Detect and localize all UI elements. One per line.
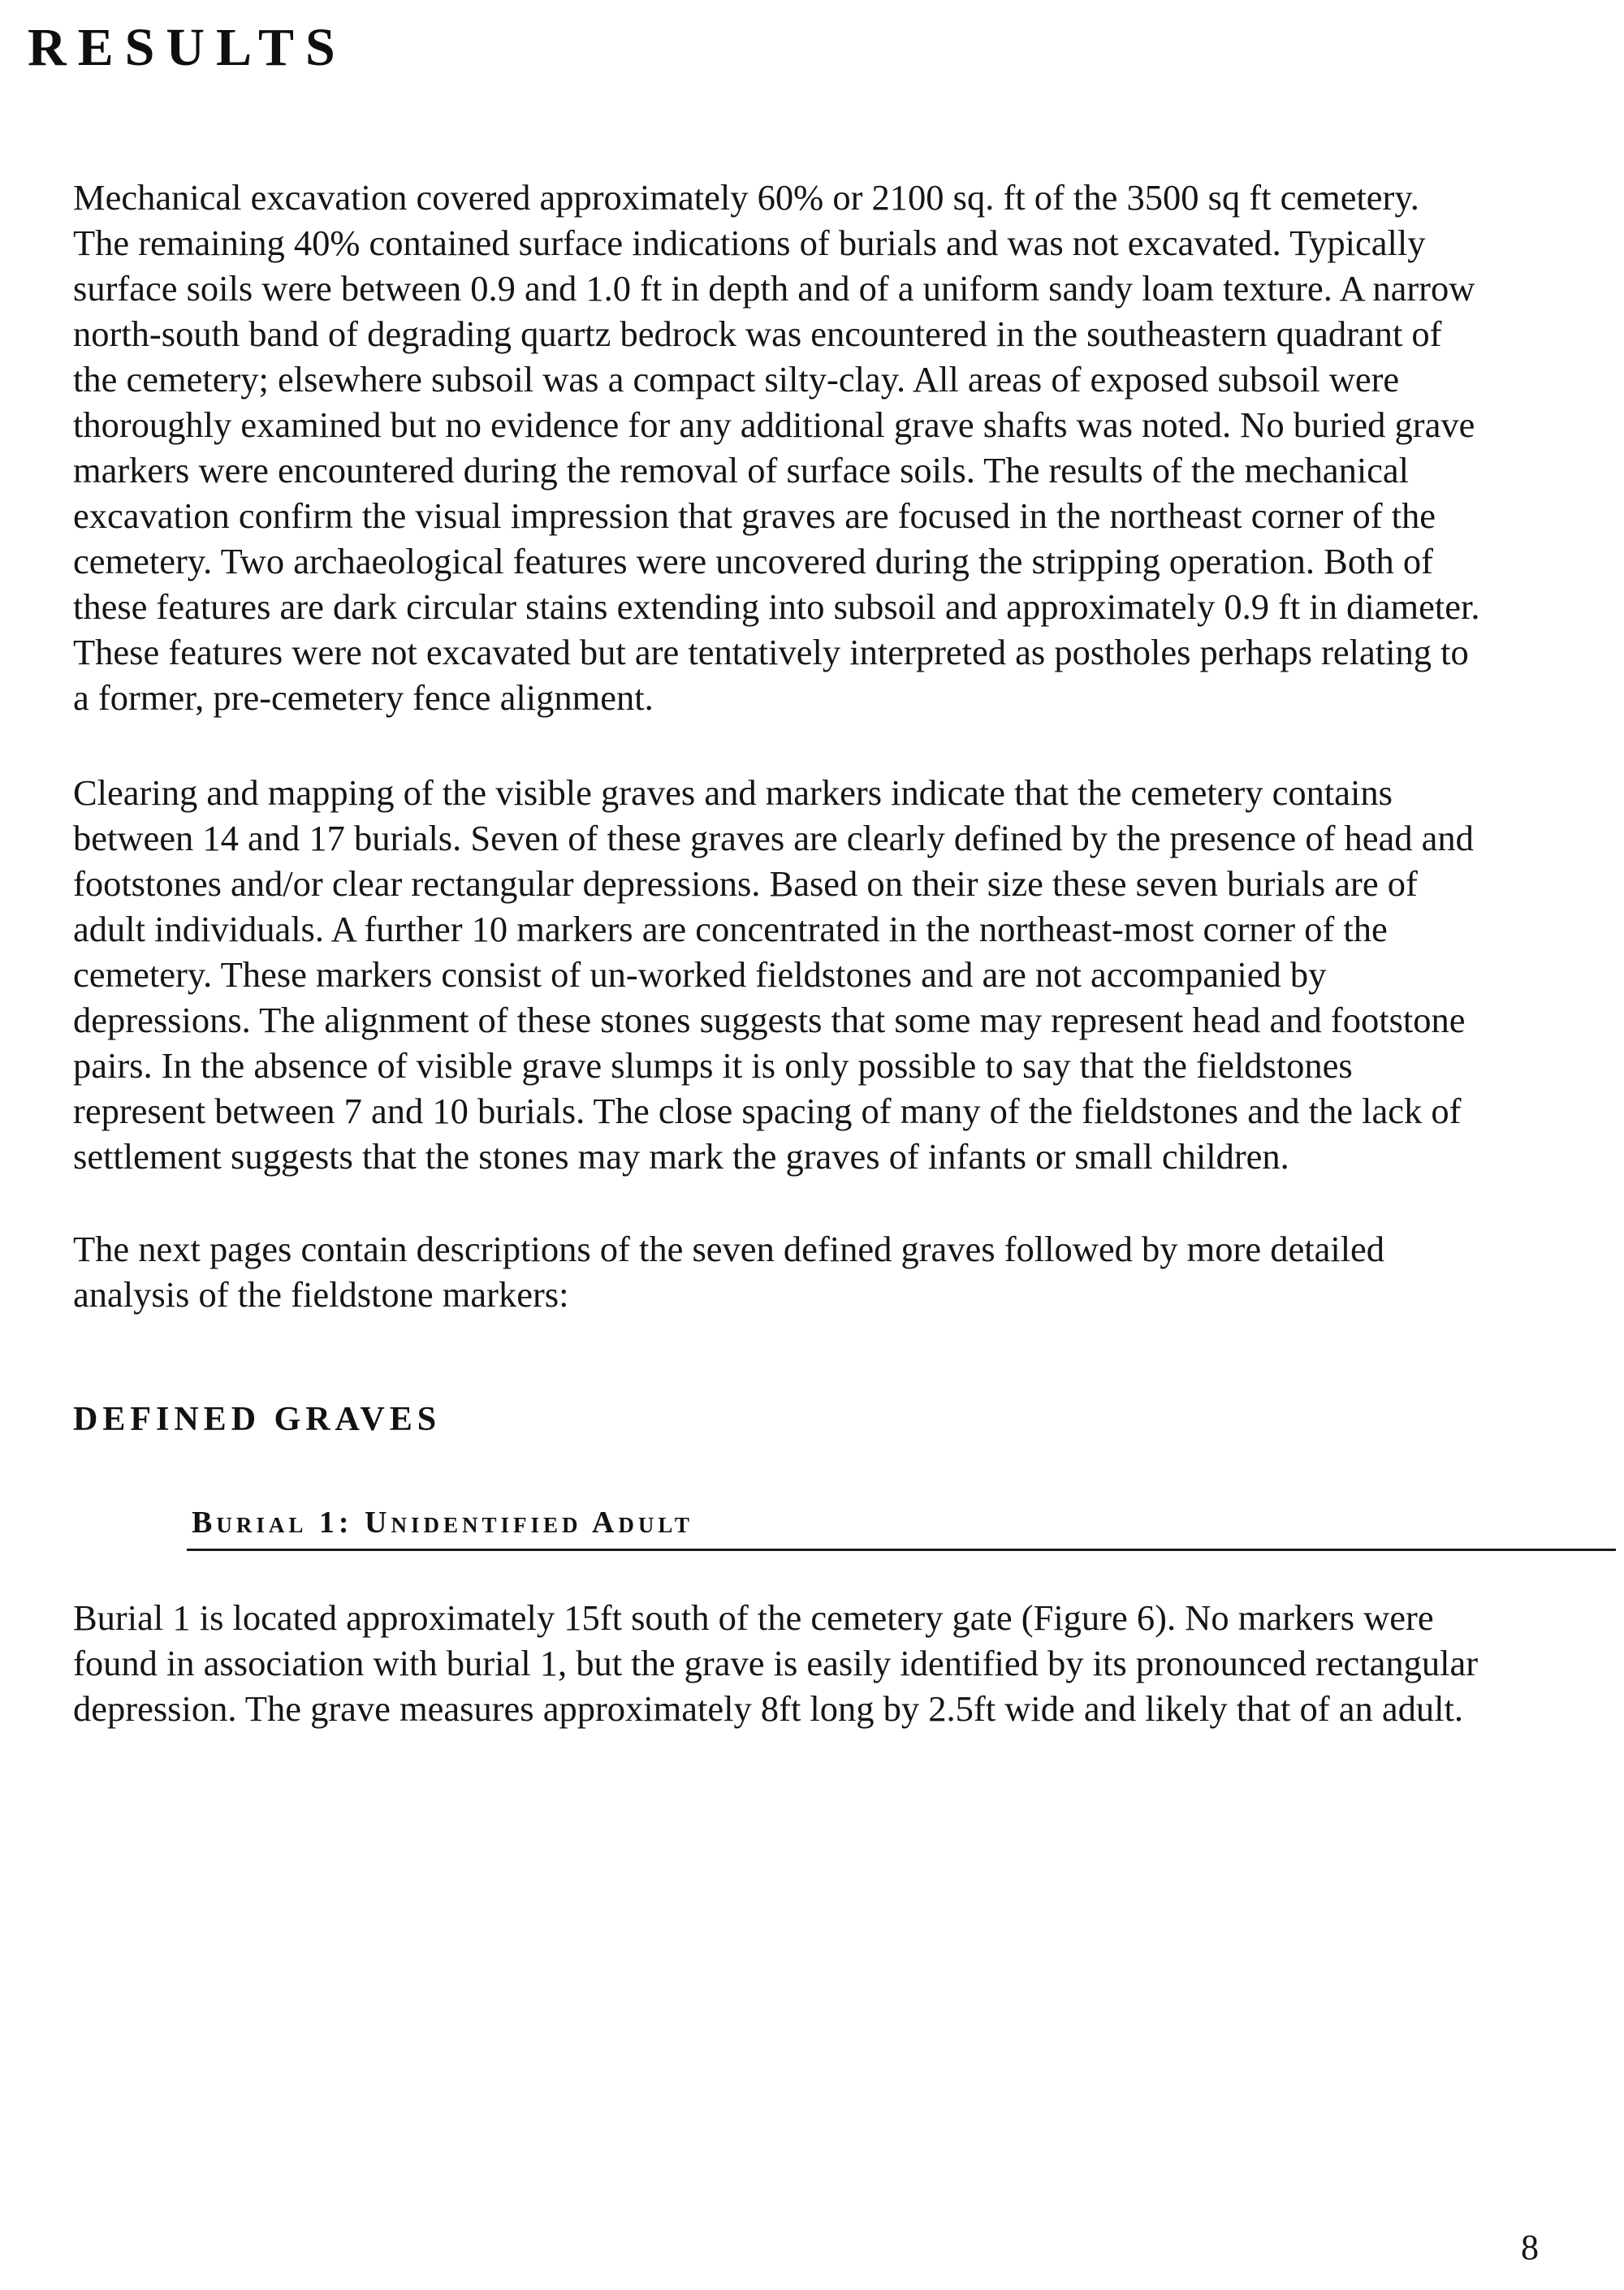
defined-graves-heading: DEFINED GRAVES <box>73 1401 442 1438</box>
text-line: The next pages contain descriptions of the seven defined graves followed by more detailed <box>73 1229 1385 1269</box>
next-pages-paragraph <box>73 1226 1616 1317</box>
text-line: represent between 7 and 10 burials. The close spacing of many of the fieldstones and the lack of <box>73 1091 1462 1131</box>
mapping-paragraph <box>73 770 1616 1179</box>
results-heading: RESULTS <box>28 18 347 77</box>
text-line: depressions. The alignment of these stones suggests that some may represent head and footstone <box>73 1000 1466 1040</box>
text-line: markers were encountered during the removal of surface soils. The results of the mechanical <box>73 450 1410 490</box>
text-line: depression. The grave measures approximately 8ft long by 2.5ft wide and likely that of an adult. <box>73 1688 1463 1729</box>
text-line: found in association with burial 1, but the grave is easily identified by its pronounced rectangular <box>73 1643 1479 1683</box>
burial-1-heading: Burial 1: Unidentified Adult <box>192 1506 693 1540</box>
text-line: settlement suggests that the stones may mark the graves of infants or small children. <box>73 1136 1289 1177</box>
text-line: cemetery. These markers consist of un-worked fieldstones and are not accompanied by <box>73 954 1327 995</box>
text-line: adult individuals. A further 10 markers are concentrated in the northeast-most corner of the <box>73 909 1388 949</box>
text-line: pairs. In the absence of visible grave slumps it is only possible to say that the fieldstones <box>73 1045 1353 1086</box>
text-line: the cemetery; elsewhere subsoil was a compact silty-clay. All areas of exposed subsoil were <box>73 359 1400 400</box>
text-line: these features are dark circular stains extending into subsoil and approximately 0.9 ft in diameter. <box>73 586 1480 627</box>
burial-1-paragraph <box>73 1595 1616 1731</box>
text-line: excavation confirm the visual impression that graves are focused in the northeast corner of the <box>73 495 1436 536</box>
text-line: footstones and/or clear rectangular depressions. Based on their size these seven burials are of <box>73 863 1418 904</box>
text-line: surface soils were between 0.9 and 1.0 ft in depth and of a uniform sandy loam texture. A narrow <box>73 268 1475 309</box>
text-line: analysis of the fieldstone markers: <box>73 1274 569 1315</box>
text-line: Burial 1 is located approximately 15ft south of the cemetery gate (Figure 6). No markers were <box>73 1597 1434 1638</box>
text-line: thoroughly examined but no evidence for any additional grave shafts was noted. No buried grave <box>73 404 1475 445</box>
text-line: Mechanical excavation covered approximately 60% or 2100 sq. ft of the 3500 sq ft cemetery. <box>73 177 1419 218</box>
text-line: a former, pre-cemetery fence alignment. <box>73 677 654 718</box>
text-line: These features were not excavated but are tentatively interpreted as postholes perhaps relating to <box>73 632 1469 672</box>
page-number: 8 <box>1521 2227 1539 2267</box>
text-line: north-south band of degrading quartz bedrock was encountered in the southeastern quadrant of <box>73 313 1442 354</box>
text-line: cemetery. Two archaeological features were uncovered during the stripping operation. Both of <box>73 541 1433 581</box>
excavation-paragraph <box>73 175 1616 720</box>
text-line: between 14 and 17 burials. Seven of these graves are clearly defined by the presence of head and <box>73 818 1474 858</box>
text-line: The remaining 40% contained surface indications of burials and was not excavated. Typically <box>73 223 1426 263</box>
text-line: Clearing and mapping of the visible graves and markers indicate that the cemetery contains <box>73 772 1393 813</box>
heading-underline <box>187 1549 1616 1551</box>
